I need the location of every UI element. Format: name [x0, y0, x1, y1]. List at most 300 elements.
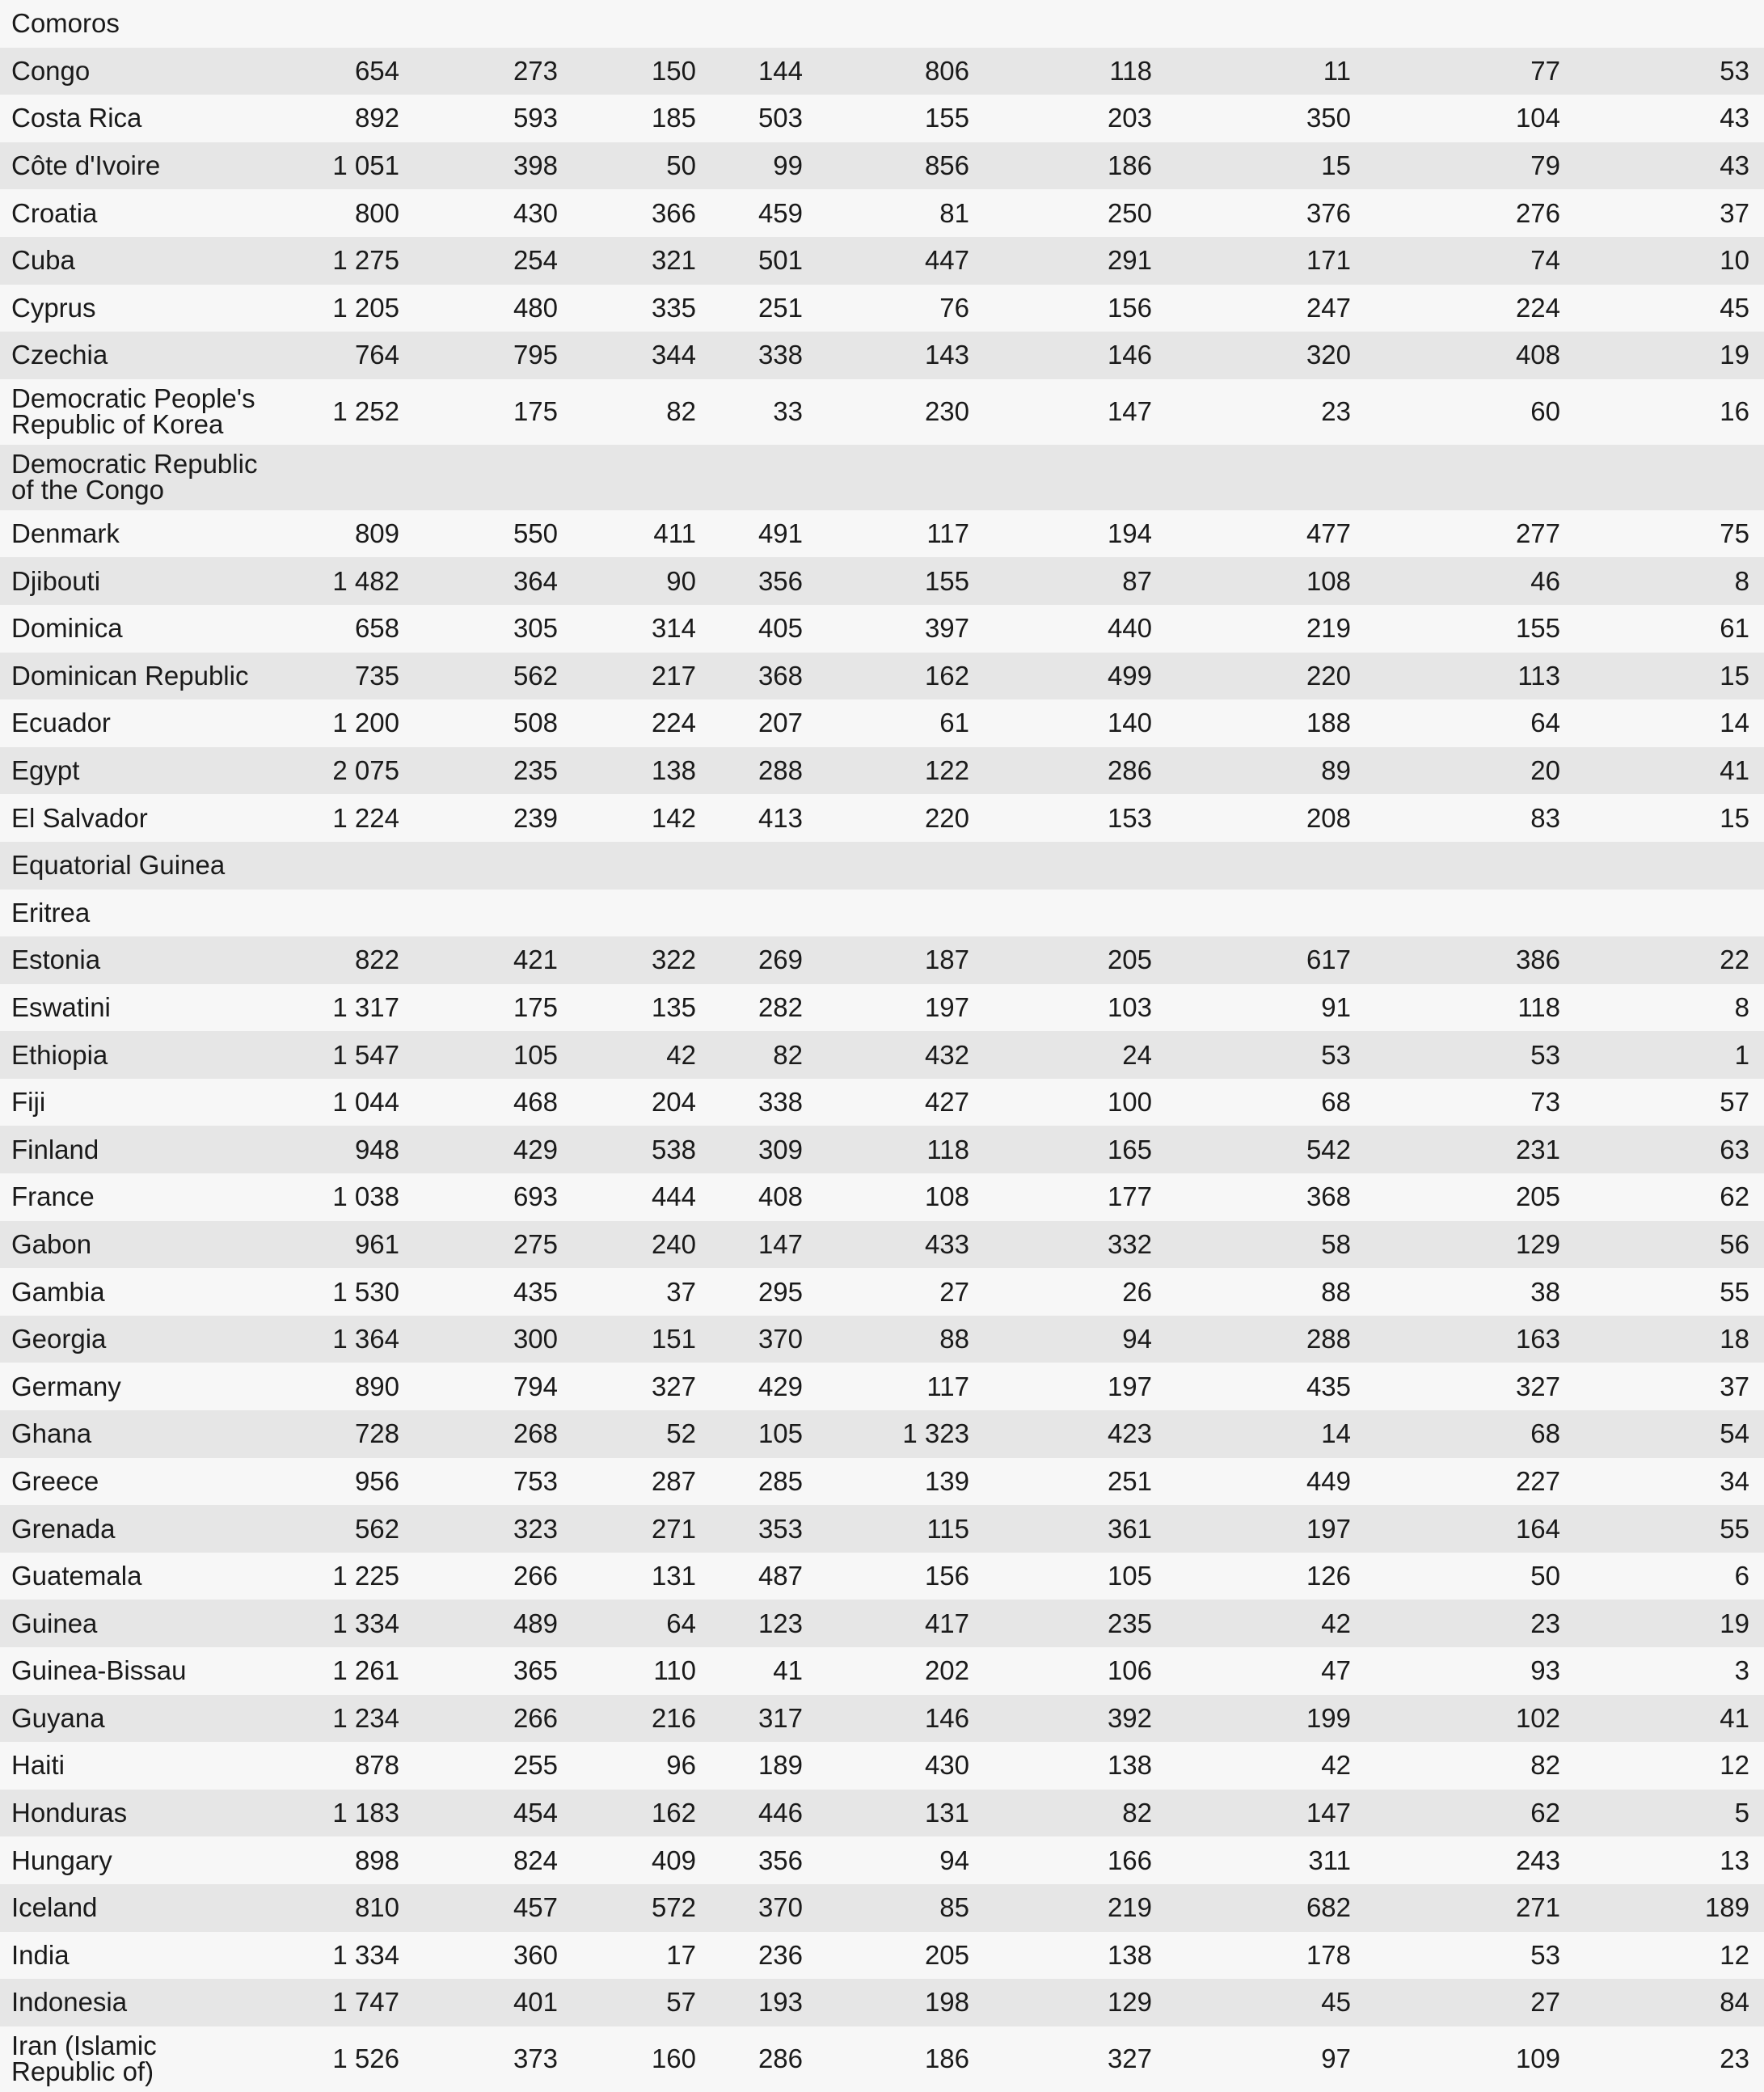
value-cell: 155	[817, 557, 984, 605]
value-cell: 435	[414, 1268, 572, 1316]
value-cell: 878	[271, 1742, 414, 1790]
country-cell: El Salvador	[0, 794, 271, 842]
table-row	[0, 1553, 1764, 1600]
value-cell: 99	[711, 142, 817, 190]
value-cell: 178	[1167, 1932, 1365, 1980]
value-cell: 948	[271, 1126, 414, 1173]
value-cell: 1 225	[271, 1553, 414, 1600]
value-cell: 327	[984, 2026, 1167, 2092]
value-cell: 37	[1575, 189, 1764, 237]
value-cell: 287	[572, 1458, 711, 1506]
value-cell: 41	[1575, 747, 1764, 795]
value-cell: 156	[817, 1553, 984, 1600]
country-cell: Côte d'Ivoire	[0, 142, 271, 190]
value-cell: 61	[1575, 605, 1764, 653]
value-cell: 87	[984, 557, 1167, 605]
value-cell: 10	[1575, 237, 1764, 285]
value-cell	[1365, 0, 1575, 48]
value-cell: 1 234	[271, 1695, 414, 1743]
country-cell: Ethiopia	[0, 1031, 271, 1079]
value-cell: 856	[817, 142, 984, 190]
value-cell: 50	[572, 142, 711, 190]
value-cell: 205	[984, 936, 1167, 984]
value-cell: 286	[984, 747, 1167, 795]
value-cell: 440	[984, 605, 1167, 653]
value-cell: 224	[1365, 285, 1575, 332]
value-cell: 189	[1575, 1884, 1764, 1932]
value-cell	[711, 0, 817, 48]
value-cell: 1 275	[271, 237, 414, 285]
value-cell: 85	[817, 1884, 984, 1932]
value-cell: 266	[414, 1553, 572, 1600]
value-cell: 368	[711, 653, 817, 700]
value-cell: 76	[817, 285, 984, 332]
value-cell: 57	[572, 1979, 711, 2026]
value-cell: 427	[817, 1079, 984, 1126]
value-cell: 682	[1167, 1884, 1365, 1932]
value-cell	[271, 445, 414, 510]
country-cell: Eritrea	[0, 890, 271, 937]
value-cell: 177	[984, 1173, 1167, 1221]
value-cell: 105	[711, 1410, 817, 1458]
value-cell: 617	[1167, 936, 1365, 984]
value-cell: 64	[572, 1600, 711, 1647]
country-cell: Dominica	[0, 605, 271, 653]
country-cell: Equatorial Guinea	[0, 842, 271, 890]
value-cell: 37	[1575, 1363, 1764, 1410]
value-cell: 800	[271, 189, 414, 237]
table-row	[0, 237, 1764, 285]
value-cell: 373	[414, 2026, 572, 2092]
value-cell	[1575, 0, 1764, 48]
country-cell: France	[0, 1173, 271, 1221]
value-cell: 160	[572, 2026, 711, 2092]
value-cell: 405	[711, 605, 817, 653]
value-cell: 408	[711, 1173, 817, 1221]
country-cell: Georgia	[0, 1316, 271, 1363]
value-cell: 356	[711, 1836, 817, 1884]
value-cell: 60	[1365, 379, 1575, 445]
table-row	[0, 1932, 1764, 1980]
value-cell: 890	[271, 1363, 414, 1410]
value-cell: 14	[1575, 699, 1764, 747]
value-cell: 1 747	[271, 1979, 414, 2026]
value-cell: 118	[1365, 984, 1575, 1032]
value-cell: 1 224	[271, 794, 414, 842]
value-cell	[984, 0, 1167, 48]
value-cell: 572	[572, 1884, 711, 1932]
value-cell: 175	[414, 379, 572, 445]
table-row	[0, 2026, 1764, 2092]
value-cell	[572, 842, 711, 890]
value-cell: 227	[1365, 1458, 1575, 1506]
value-cell: 96	[572, 1742, 711, 1790]
value-cell: 45	[1167, 1979, 1365, 2026]
value-cell: 55	[1575, 1505, 1764, 1553]
value-cell	[271, 842, 414, 890]
country-cell: Egypt	[0, 747, 271, 795]
value-cell: 322	[572, 936, 711, 984]
value-cell: 421	[414, 936, 572, 984]
value-cell	[414, 0, 572, 48]
value-cell: 24	[984, 1031, 1167, 1079]
value-cell: 266	[414, 1695, 572, 1743]
value-cell: 62	[1365, 1790, 1575, 1837]
country-cell: Dominican Republic	[0, 653, 271, 700]
value-cell: 432	[817, 1031, 984, 1079]
value-cell: 365	[414, 1647, 572, 1695]
country-cell: Democratic Republic of the Congo	[0, 445, 271, 510]
value-cell: 251	[984, 1458, 1167, 1506]
value-cell: 593	[414, 95, 572, 142]
value-cell	[414, 445, 572, 510]
value-cell: 43	[1575, 95, 1764, 142]
value-cell: 444	[572, 1173, 711, 1221]
value-cell: 42	[572, 1031, 711, 1079]
value-cell: 68	[1167, 1079, 1365, 1126]
value-cell: 764	[271, 332, 414, 379]
value-cell: 117	[817, 510, 984, 558]
country-cell: Finland	[0, 1126, 271, 1173]
value-cell: 317	[711, 1695, 817, 1743]
value-cell: 360	[414, 1932, 572, 1980]
value-cell: 138	[572, 747, 711, 795]
country-cell: Iceland	[0, 1884, 271, 1932]
value-cell: 409	[572, 1836, 711, 1884]
value-cell	[414, 890, 572, 937]
value-cell: 251	[711, 285, 817, 332]
value-cell: 155	[817, 95, 984, 142]
value-cell: 205	[817, 1932, 984, 1980]
value-cell: 562	[414, 653, 572, 700]
value-cell: 189	[711, 1742, 817, 1790]
value-cell: 110	[572, 1647, 711, 1695]
value-cell: 58	[1167, 1221, 1365, 1269]
value-cell: 247	[1167, 285, 1365, 332]
value-cell: 23	[1575, 2026, 1764, 2092]
value-cell: 194	[984, 510, 1167, 558]
value-cell: 118	[817, 1126, 984, 1173]
table-row	[0, 1126, 1764, 1173]
table-row	[0, 1505, 1764, 1553]
value-cell: 1 183	[271, 1790, 414, 1837]
country-cell: Honduras	[0, 1790, 271, 1837]
value-cell: 47	[1167, 1647, 1365, 1695]
table-row	[0, 984, 1764, 1032]
table-row	[0, 1600, 1764, 1647]
value-cell	[1365, 445, 1575, 510]
value-cell: 37	[572, 1268, 711, 1316]
value-cell: 108	[1167, 557, 1365, 605]
table-row	[0, 1836, 1764, 1884]
value-cell: 219	[984, 1884, 1167, 1932]
value-cell: 197	[817, 984, 984, 1032]
value-cell: 338	[711, 1079, 817, 1126]
value-cell: 123	[711, 1600, 817, 1647]
table-row	[0, 95, 1764, 142]
value-cell	[414, 842, 572, 890]
value-cell: 271	[572, 1505, 711, 1553]
value-cell: 19	[1575, 1600, 1764, 1647]
value-cell: 105	[984, 1553, 1167, 1600]
table-row	[0, 1268, 1764, 1316]
value-cell: 562	[271, 1505, 414, 1553]
value-cell: 795	[414, 332, 572, 379]
table-row	[0, 1884, 1764, 1932]
value-cell: 81	[817, 189, 984, 237]
value-cell	[1167, 0, 1365, 48]
value-cell: 15	[1575, 653, 1764, 700]
country-cell: Czechia	[0, 332, 271, 379]
table-row	[0, 285, 1764, 332]
value-cell: 199	[1167, 1695, 1365, 1743]
value-cell: 344	[572, 332, 711, 379]
value-cell: 162	[817, 653, 984, 700]
value-cell: 956	[271, 1458, 414, 1506]
value-cell: 487	[711, 1553, 817, 1600]
value-cell: 386	[1365, 936, 1575, 984]
value-cell: 186	[984, 142, 1167, 190]
value-cell: 27	[817, 1268, 984, 1316]
value-cell: 14	[1167, 1410, 1365, 1458]
country-cell: Hungary	[0, 1836, 271, 1884]
value-cell: 824	[414, 1836, 572, 1884]
value-cell	[817, 842, 984, 890]
country-cell: India	[0, 1932, 271, 1980]
value-cell: 20	[1365, 747, 1575, 795]
value-cell: 658	[271, 605, 414, 653]
value-cell: 140	[984, 699, 1167, 747]
value-cell: 88	[1167, 1268, 1365, 1316]
value-cell	[711, 890, 817, 937]
value-cell: 1 252	[271, 379, 414, 445]
value-cell: 288	[1167, 1316, 1365, 1363]
value-cell: 126	[1167, 1553, 1365, 1600]
country-cell: Ecuador	[0, 699, 271, 747]
value-cell: 239	[414, 794, 572, 842]
value-cell: 1 044	[271, 1079, 414, 1126]
value-cell: 64	[1365, 699, 1575, 747]
value-cell: 138	[984, 1742, 1167, 1790]
value-cell: 103	[984, 984, 1167, 1032]
country-cell: Djibouti	[0, 557, 271, 605]
value-cell: 459	[711, 189, 817, 237]
value-cell: 288	[711, 747, 817, 795]
value-cell: 82	[1365, 1742, 1575, 1790]
value-cell: 3	[1575, 1647, 1764, 1695]
table-row	[0, 557, 1764, 605]
country-cell: Grenada	[0, 1505, 271, 1553]
value-cell: 150	[572, 48, 711, 95]
country-cell: Estonia	[0, 936, 271, 984]
value-cell: 6	[1575, 1553, 1764, 1600]
value-cell: 54	[1575, 1410, 1764, 1458]
value-cell: 435	[1167, 1363, 1365, 1410]
value-cell: 295	[711, 1268, 817, 1316]
value-cell: 164	[1365, 1505, 1575, 1553]
value-cell: 138	[984, 1932, 1167, 1980]
value-cell: 311	[1167, 1836, 1365, 1884]
value-cell: 162	[572, 1790, 711, 1837]
table-row	[0, 48, 1764, 95]
value-cell: 364	[414, 557, 572, 605]
value-cell: 1 205	[271, 285, 414, 332]
value-cell: 1 364	[271, 1316, 414, 1363]
value-cell: 1	[1575, 1031, 1764, 1079]
value-cell: 118	[984, 48, 1167, 95]
value-cell	[984, 842, 1167, 890]
value-cell: 491	[711, 510, 817, 558]
value-cell: 106	[984, 1647, 1167, 1695]
value-cell: 735	[271, 653, 414, 700]
value-cell: 27	[1365, 1979, 1575, 2026]
country-cell: Ghana	[0, 1410, 271, 1458]
value-cell: 806	[817, 48, 984, 95]
value-cell: 41	[1575, 1695, 1764, 1743]
table-row	[0, 1173, 1764, 1221]
country-cell: Congo	[0, 48, 271, 95]
value-cell: 320	[1167, 332, 1365, 379]
value-cell: 198	[817, 1979, 984, 2026]
value-cell: 356	[711, 557, 817, 605]
value-cell: 1 530	[271, 1268, 414, 1316]
value-cell: 335	[572, 285, 711, 332]
value-cell: 13	[1575, 1836, 1764, 1884]
value-cell: 1 261	[271, 1647, 414, 1695]
value-cell: 131	[817, 1790, 984, 1837]
table-row	[0, 1221, 1764, 1269]
value-cell: 350	[1167, 95, 1365, 142]
country-cell: Guyana	[0, 1695, 271, 1743]
value-cell: 129	[1365, 1221, 1575, 1269]
value-cell	[1575, 890, 1764, 937]
value-cell: 277	[1365, 510, 1575, 558]
value-cell: 33	[711, 379, 817, 445]
value-cell: 501	[711, 237, 817, 285]
value-cell: 113	[1365, 653, 1575, 700]
value-cell: 794	[414, 1363, 572, 1410]
table-row	[0, 445, 1764, 510]
value-cell: 100	[984, 1079, 1167, 1126]
value-cell: 122	[817, 747, 984, 795]
value-cell: 105	[414, 1031, 572, 1079]
value-cell: 74	[1365, 237, 1575, 285]
value-cell: 193	[711, 1979, 817, 2026]
value-cell: 43	[1575, 142, 1764, 190]
value-cell: 197	[984, 1363, 1167, 1410]
value-cell: 468	[414, 1079, 572, 1126]
value-cell: 188	[1167, 699, 1365, 747]
value-cell: 810	[271, 1884, 414, 1932]
value-cell: 90	[572, 557, 711, 605]
value-cell	[271, 0, 414, 48]
value-cell: 205	[1365, 1173, 1575, 1221]
value-cell: 1 051	[271, 142, 414, 190]
value-cell: 654	[271, 48, 414, 95]
value-cell: 449	[1167, 1458, 1365, 1506]
value-cell: 102	[1365, 1695, 1575, 1743]
value-cell: 77	[1365, 48, 1575, 95]
value-cell: 275	[414, 1221, 572, 1269]
value-cell: 366	[572, 189, 711, 237]
value-cell: 1 323	[817, 1410, 984, 1458]
value-cell: 219	[1167, 605, 1365, 653]
value-cell: 61	[817, 699, 984, 747]
table-row	[0, 747, 1764, 795]
table-row	[0, 1790, 1764, 1837]
value-cell: 353	[711, 1505, 817, 1553]
value-cell	[1365, 842, 1575, 890]
value-cell: 327	[1365, 1363, 1575, 1410]
value-cell: 142	[572, 794, 711, 842]
value-cell: 163	[1365, 1316, 1575, 1363]
value-cell: 15	[1167, 142, 1365, 190]
value-cell: 411	[572, 510, 711, 558]
value-cell: 23	[1365, 1600, 1575, 1647]
value-cell	[817, 890, 984, 937]
value-cell: 397	[817, 605, 984, 653]
value-cell: 53	[1365, 1932, 1575, 1980]
value-cell: 430	[414, 189, 572, 237]
value-cell: 12	[1575, 1932, 1764, 1980]
value-cell: 269	[711, 936, 817, 984]
value-cell: 62	[1575, 1173, 1764, 1221]
value-cell	[1167, 445, 1365, 510]
value-cell: 50	[1365, 1553, 1575, 1600]
country-cell: Eswatini	[0, 984, 271, 1032]
value-cell: 332	[984, 1221, 1167, 1269]
country-cell: Costa Rica	[0, 95, 271, 142]
value-cell: 83	[1365, 794, 1575, 842]
value-cell: 2 075	[271, 747, 414, 795]
value-cell: 147	[984, 379, 1167, 445]
value-cell: 508	[414, 699, 572, 747]
value-cell	[572, 0, 711, 48]
country-cell: Democratic People's Republic of Korea	[0, 379, 271, 445]
value-cell: 129	[984, 1979, 1167, 2026]
value-cell: 338	[711, 332, 817, 379]
value-cell: 91	[1167, 984, 1365, 1032]
value-cell: 1 038	[271, 1173, 414, 1221]
value-cell	[1365, 890, 1575, 937]
value-cell: 147	[711, 1221, 817, 1269]
value-cell: 1 526	[271, 2026, 414, 2092]
table-row	[0, 699, 1764, 747]
value-cell: 108	[817, 1173, 984, 1221]
country-cell: Denmark	[0, 510, 271, 558]
country-cell: Fiji	[0, 1079, 271, 1126]
value-cell: 79	[1365, 142, 1575, 190]
value-cell: 231	[1365, 1126, 1575, 1173]
value-cell: 53	[1167, 1031, 1365, 1079]
value-cell: 243	[1365, 1836, 1575, 1884]
value-cell: 93	[1365, 1647, 1575, 1695]
value-cell: 753	[414, 1458, 572, 1506]
value-cell: 16	[1575, 379, 1764, 445]
value-cell	[1167, 842, 1365, 890]
value-cell: 57	[1575, 1079, 1764, 1126]
value-cell: 282	[711, 984, 817, 1032]
value-cell: 236	[711, 1932, 817, 1980]
value-cell: 8	[1575, 557, 1764, 605]
value-cell: 68	[1365, 1410, 1575, 1458]
table-row	[0, 379, 1764, 445]
value-cell: 156	[984, 285, 1167, 332]
country-cell: Guinea-Bissau	[0, 1647, 271, 1695]
value-cell: 728	[271, 1410, 414, 1458]
table-row	[0, 890, 1764, 937]
value-cell: 291	[984, 237, 1167, 285]
